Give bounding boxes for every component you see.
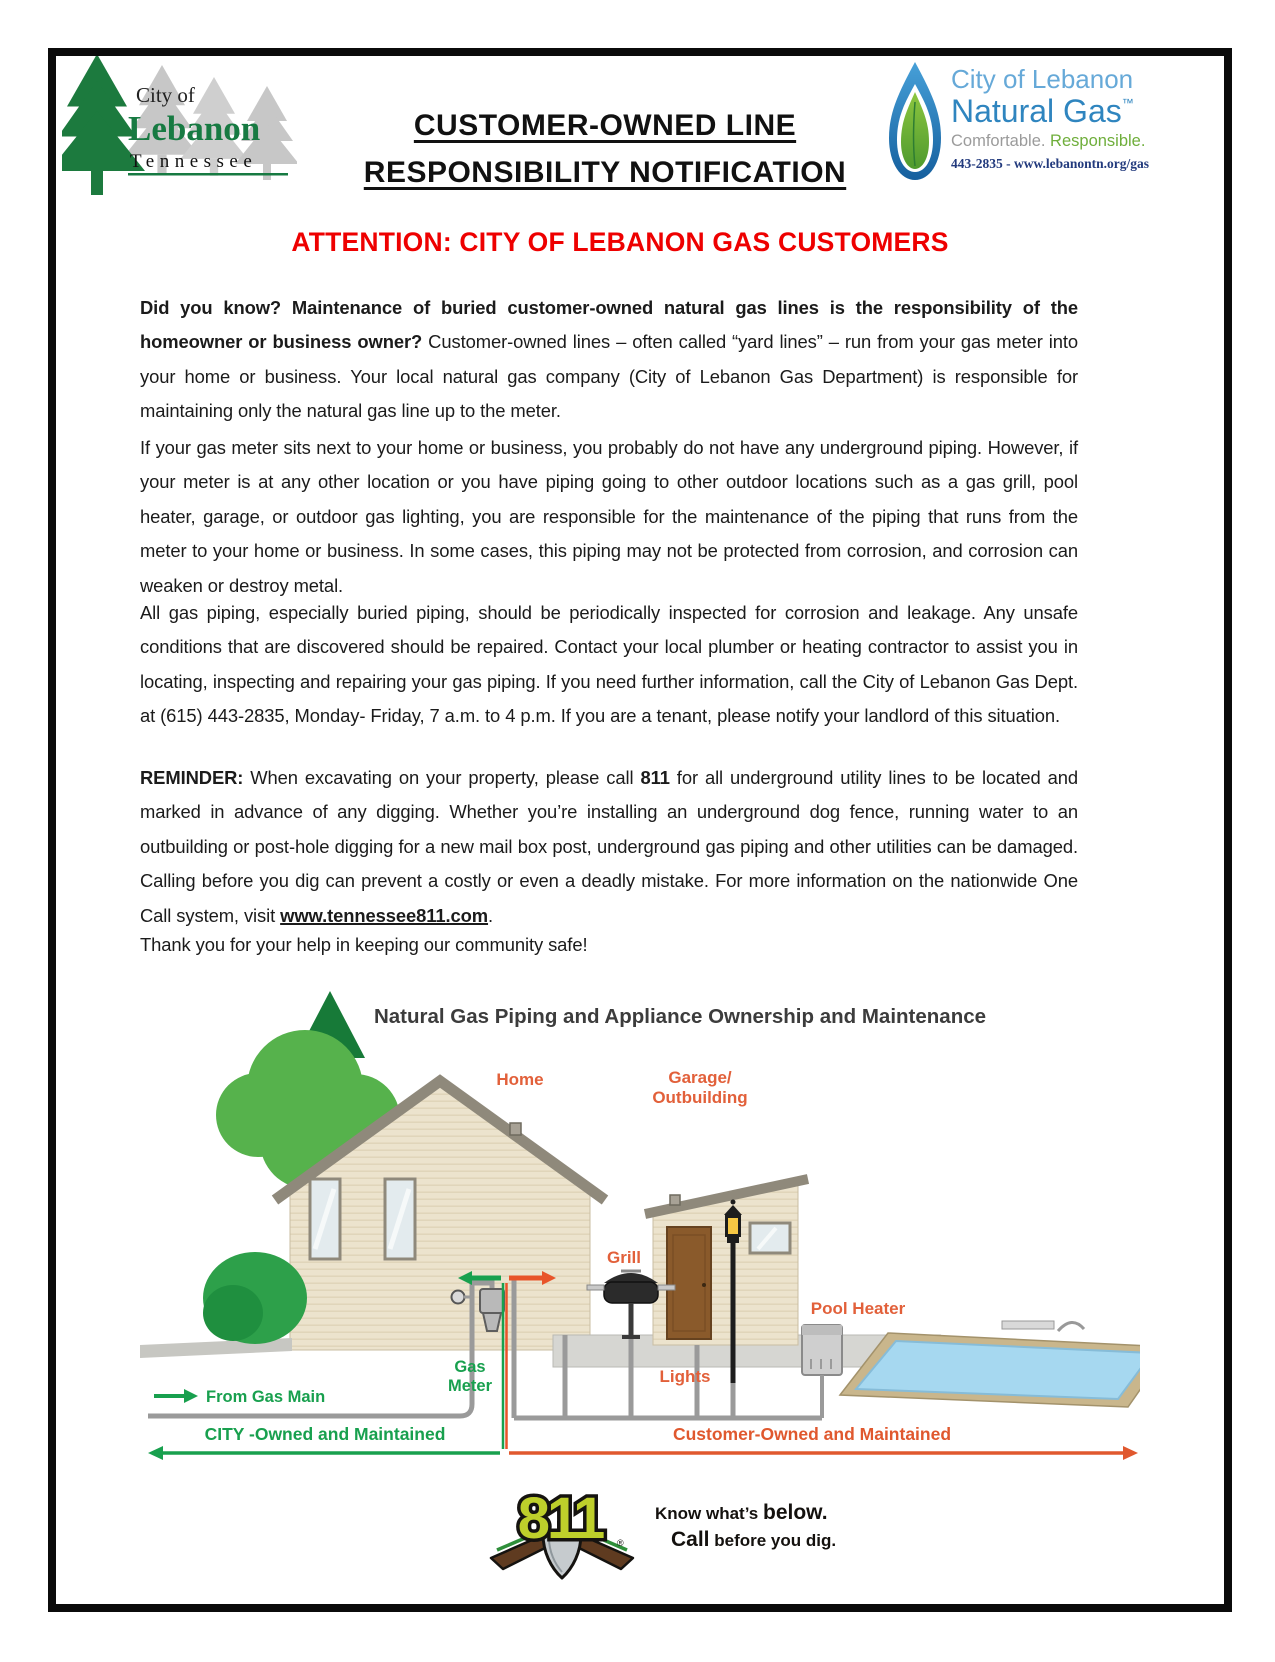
diving-board — [1002, 1321, 1054, 1329]
paragraph-meter-location: If your gas meter sits next to your home or business, you probably do not have any underground piping. However, if your meter is at any other location or you have piping going to other outdoor locations such as a gas grill, pool heater, garage, or outdoor gas lighting, you are responsible for the maintenance of the piping that runs from the meter to your home or business. In some cases, this piping may not be protected from corrosion, and corrosion can weaken or destroy metal. — [140, 437, 1078, 596]
pool-heater-icon — [802, 1325, 842, 1418]
city-of-lebanon-logo — [62, 56, 297, 204]
gas-logo-contact: 443-2835 - www.lebanontn.org/gas — [951, 156, 1150, 171]
pool-ladder — [1058, 1322, 1084, 1331]
paragraph-thank-you: Thank you for your help in keeping our community safe! — [140, 934, 588, 955]
garage-door — [667, 1227, 711, 1339]
paragraph-did-you-know: Did you know? Maintenance of buried customer-owned natural gas lines is the responsibility of the homeowner or business owner? Customer-owned lines – often called “yard lines” – run from your gas meter into your home or business. Your local natural gas company (City of Lebanon Gas Department) is responsible for maintaining only the natural gas line up to the meter. — [140, 297, 1078, 422]
document-title — [300, 102, 910, 196]
house-window — [385, 1179, 415, 1259]
call-811-number: 811 — [640, 767, 670, 788]
gas-meter-label-line2: Meter — [447, 1377, 493, 1395]
tagline-line1: Know what’s below. — [655, 1501, 828, 1524]
call-811-tagline — [655, 1500, 935, 1554]
reminder-label: REMINDER: — [140, 767, 244, 788]
tennessee811-link[interactable]: www.tennessee811.com — [280, 904, 489, 926]
customer-owned-arrow — [509, 1446, 1138, 1460]
attention-heading: ATTENTION: CITY OF LEBANON GAS CUSTOMERS — [291, 227, 949, 257]
garage-label-line1: Garage/ — [668, 1068, 732, 1087]
from-gas-main-label: From Gas Main — [206, 1388, 326, 1406]
city-logo-underline — [128, 173, 288, 176]
city-logo-lebanon: Lebanon — [128, 109, 261, 148]
lights-label: Lights — [659, 1367, 711, 1386]
customer-owned-label: Customer-Owned and Maintained — [672, 1424, 952, 1444]
tagline-line2: Call before you dig. — [671, 1528, 837, 1551]
document-title-line1: CUSTOMER-OWNED LINE — [413, 109, 797, 142]
paragraph-inspection: All gas piping, especially buried piping, should be periodically inspected for corrosion and leakage. Any unsafe conditions that are discovered should be repaired. Contact your local plumber or heating contractor to assist you in locating, inspecting and repairing your gas piping. If you need further information, call the City of Lebanon Gas Dept. at (615) 443-2835, Monday- Friday, 7 a.m. to 4 p.m. If you are a tenant, please notify your landlord of this situation. — [140, 602, 1078, 727]
document-title-line2: RESPONSIBILITY NOTIFICATION — [363, 156, 847, 189]
gas-logo-tagline: Comfortable. Responsible. — [951, 132, 1146, 150]
grill-label: Grill — [606, 1248, 642, 1267]
trademark-symbol: ™ — [1121, 96, 1134, 110]
garage-label-line2: Outbuilding — [652, 1088, 748, 1107]
natural-gas-logo — [885, 58, 1230, 188]
pool-heater-label: Pool Heater — [810, 1299, 906, 1318]
gas-meter-label-line1: Gas — [454, 1358, 486, 1376]
home-label: Home — [496, 1070, 544, 1089]
gas-piping-ownership-diagram — [140, 983, 1140, 1465]
city-owned-arrow — [148, 1446, 500, 1460]
roof-vent — [510, 1123, 521, 1135]
gas-flame-leaf-icon — [889, 62, 941, 180]
gas-logo-name-line1: City of Lebanon — [951, 64, 1134, 94]
city-logo-tennessee: Tennessee — [130, 151, 258, 172]
paragraph-lead-bold: Did you know? Maintenance of buried customer-owned natural gas lines is the responsibility of the homeowner or business owner? — [140, 297, 1078, 353]
diagram-title: Natural Gas Piping and Appliance Ownership and Maintenance — [373, 1005, 987, 1028]
paragraph-reminder: REMINDER: When excavating on your property, please call 811 for all underground utility lines to be located and marked in advance of any digging. Whether you’re installing an underground dog fence, running water to an outbuilding or post-hole digging for a new mail box post, underground gas piping and other utilities can be damaged. Calling before you dig can prevent a costly or even a deadly mistake. For more information on the nationwide One Call system, visit www.tennessee811.com. — [140, 767, 1079, 926]
city-owned-label: CITY -Owned and Maintained — [204, 1424, 446, 1444]
garage-window — [750, 1223, 790, 1253]
house-window — [310, 1179, 340, 1259]
roof-vent — [670, 1195, 680, 1205]
pool-graphic — [840, 1321, 1140, 1407]
garage-graphic — [645, 1179, 808, 1345]
bush-icon — [203, 1252, 307, 1344]
call-811-logo — [487, 1484, 637, 1582]
registered-mark: ® — [617, 1538, 624, 1548]
city-logo-city-of: City of — [136, 83, 195, 107]
from-gas-main-arrow — [154, 1389, 198, 1403]
gas-logo-name-line2: Natural Gas™ — [951, 93, 1134, 129]
call-811-number-text: 811 — [517, 1486, 603, 1551]
